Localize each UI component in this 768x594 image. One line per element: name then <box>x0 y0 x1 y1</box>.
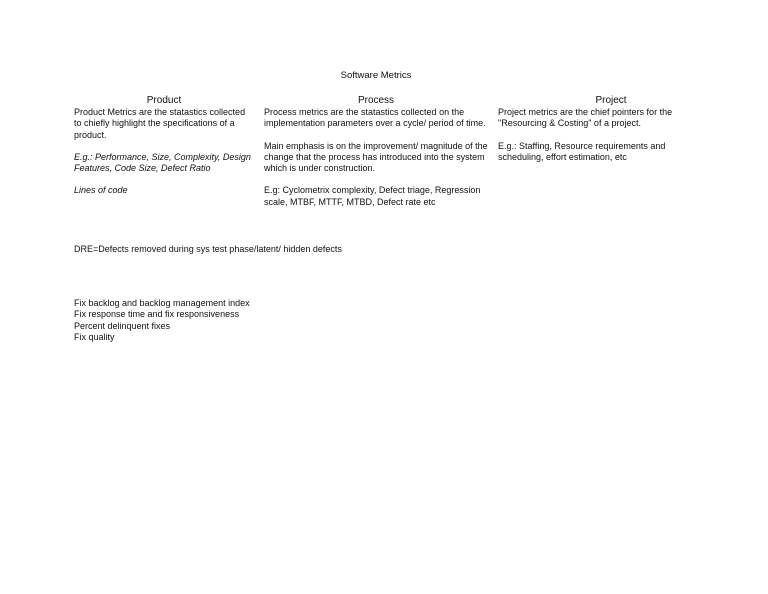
product-definition: Product Metrics are the statastics collected to chiefly highlight the specifications of a product. <box>74 107 246 140</box>
dre-note: DRE=Defects removed during sys test phase/latent/ hidden defects <box>74 244 342 254</box>
document-title: Software Metrics <box>340 70 412 81</box>
project-examples: E.g.: Staffing, Resource requirements and scheduling, effort estimation, etc <box>498 140 666 162</box>
fix-list-item: Fix backlog and backlog management index <box>74 298 250 308</box>
product-heading: Product <box>146 95 182 106</box>
process-heading: Process <box>357 95 395 106</box>
project-column <box>498 107 690 163</box>
product-lines-of-code: Lines of code <box>74 185 128 196</box>
process-column <box>264 107 490 208</box>
project-definition: Project metrics are the chief pointers for the "Resourcing & Costing" of a project. <box>498 107 673 129</box>
fix-list <box>74 298 256 343</box>
fix-list-item: Fix quality <box>74 331 115 342</box>
product-examples: E.g.: Performance, Size, Complexity, Design Features, Code Size, Defect Ratio <box>74 151 251 174</box>
fix-list-item: Fix response time and fix responsiveness <box>74 309 240 320</box>
process-emphasis: Main emphasis is on the improvement/ magnitude of the change that the process has introduced into the system which is under construction. <box>264 140 488 174</box>
project-heading: Project <box>595 95 627 106</box>
process-definition: Process metrics are the statastics collected on the implementation parameters over a cycle/ period of time. <box>264 107 486 129</box>
process-examples: E.g: Cyclometrix complexity, Defect triage, Regression scale, MTBF, MTTF, MTBD, Defect rate etc <box>264 185 481 207</box>
fix-list-item: Percent delinquent fixes <box>74 320 171 331</box>
product-column <box>74 107 252 197</box>
